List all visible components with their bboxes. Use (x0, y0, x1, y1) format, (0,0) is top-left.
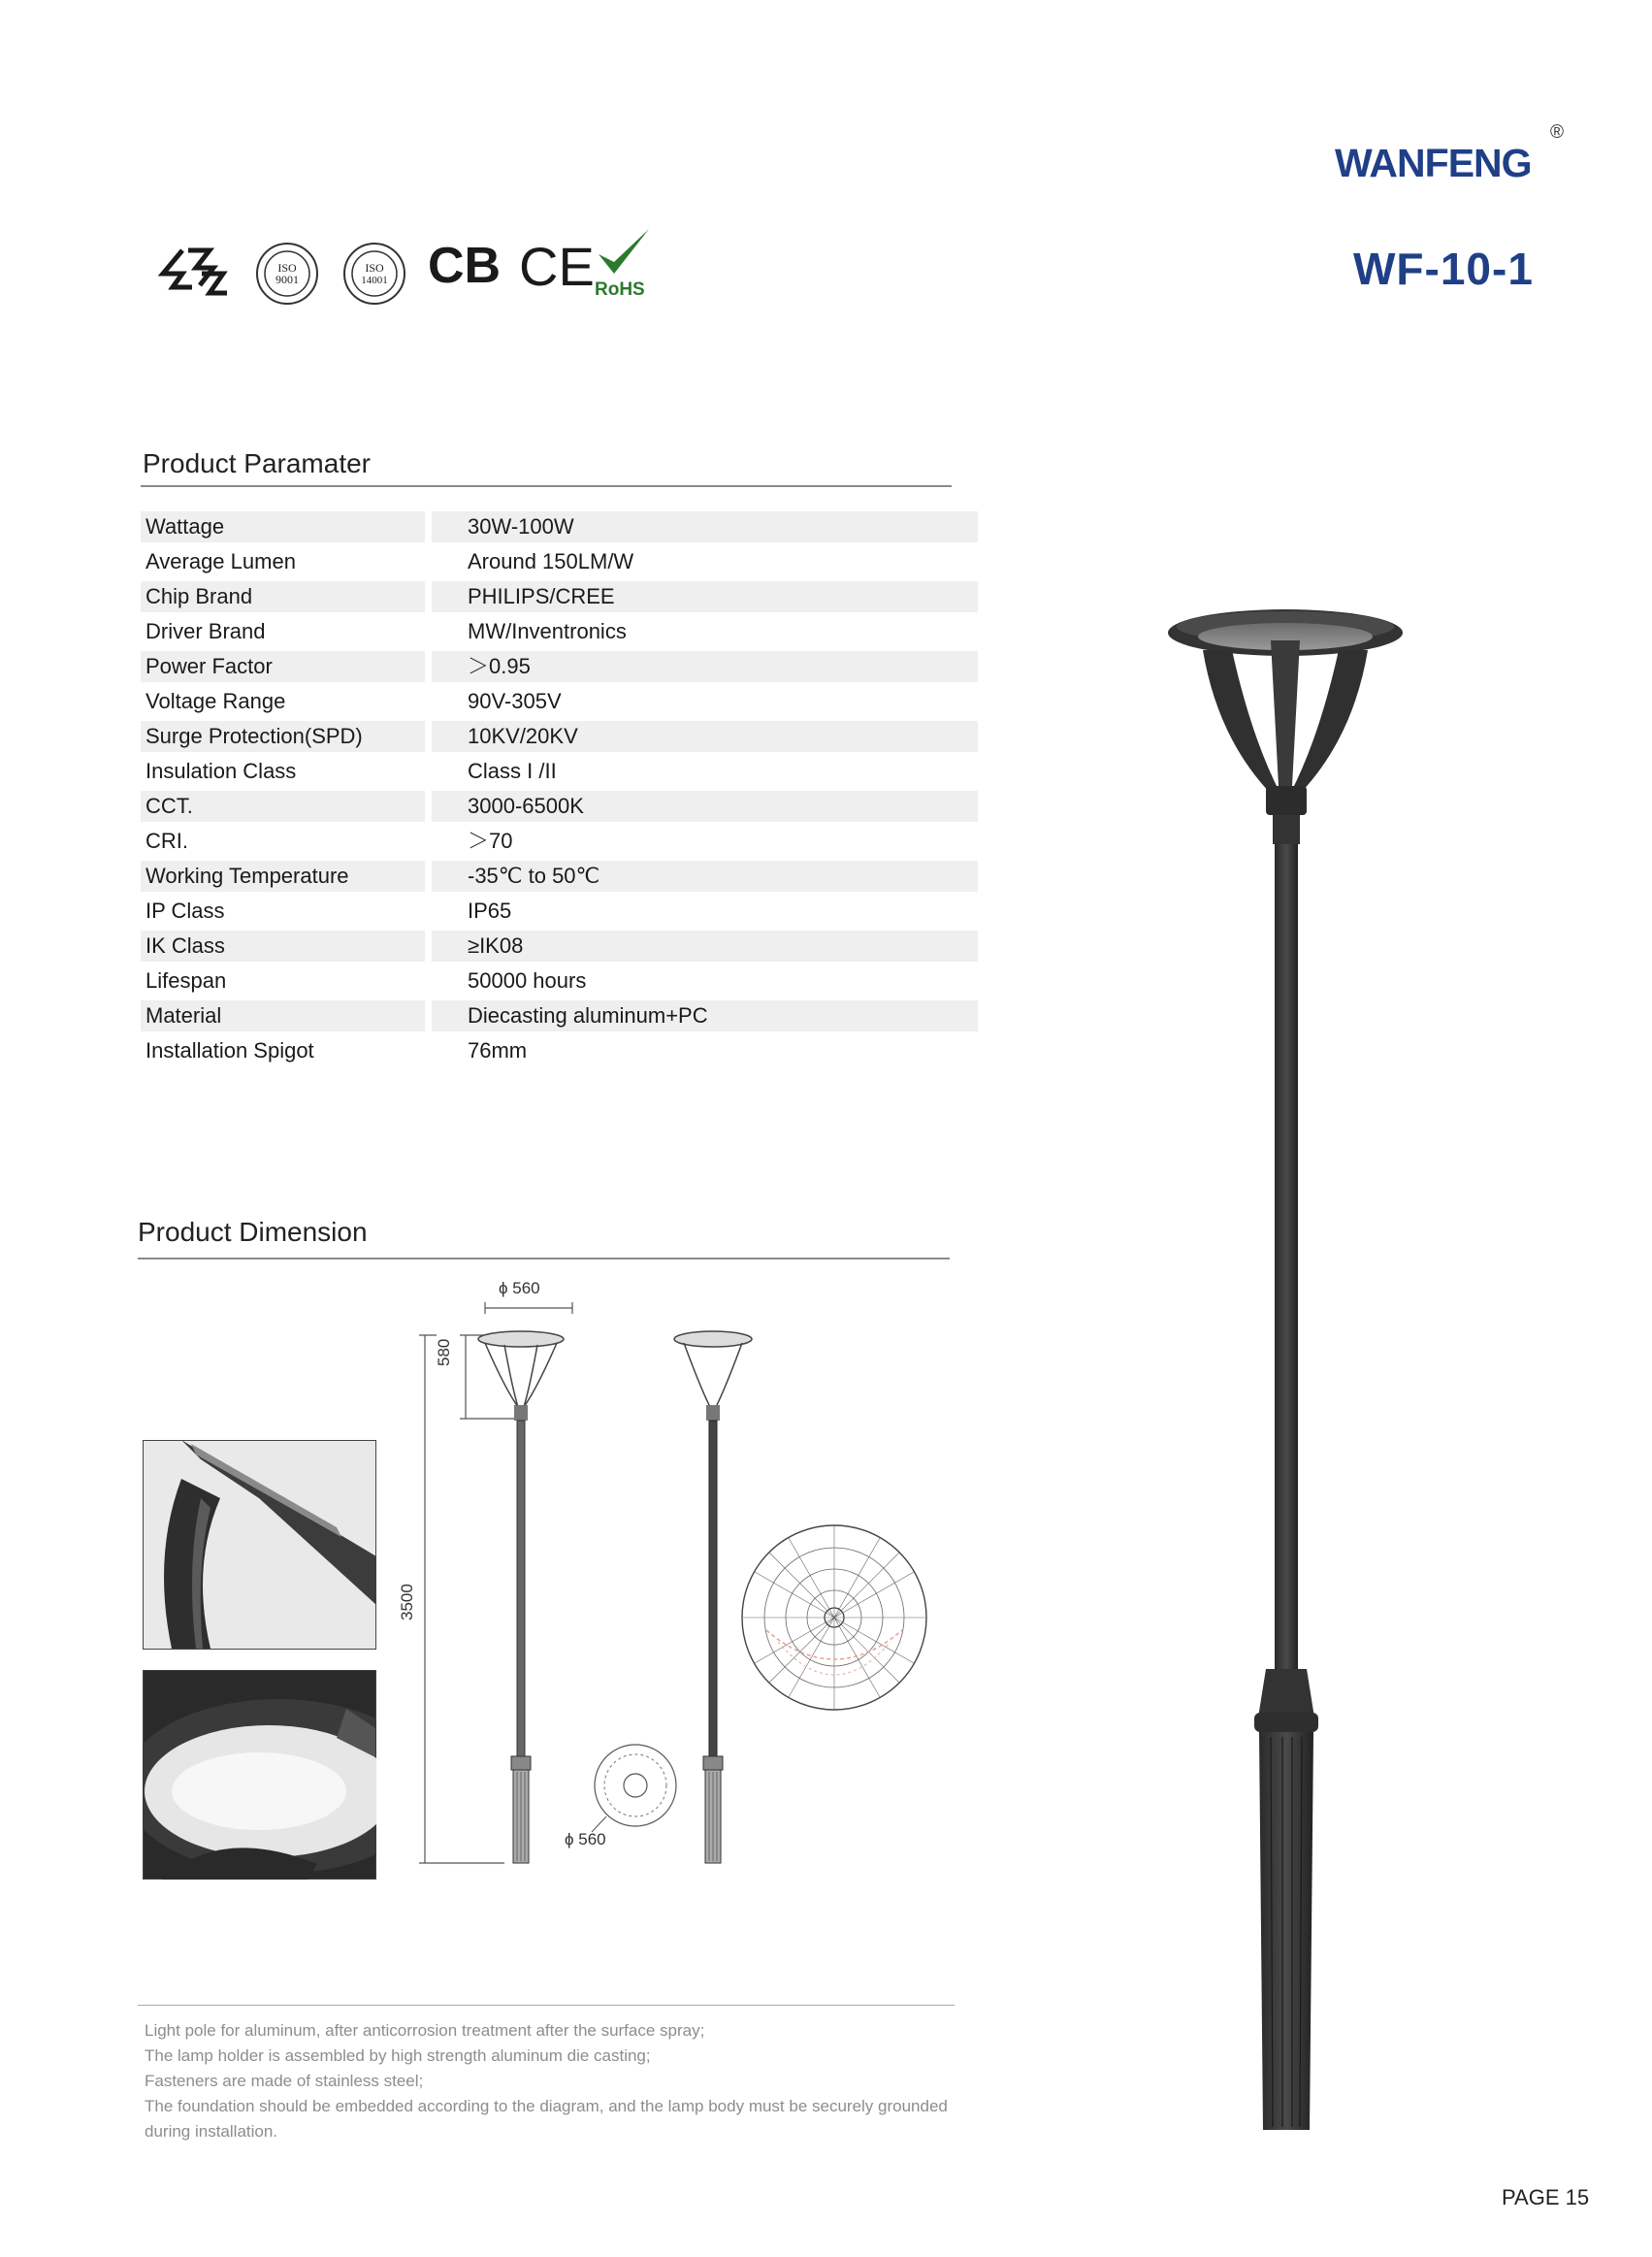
notes-divider (138, 2005, 955, 2006)
table-row: CRI. ＞70 (146, 829, 513, 853)
dimension-divider (138, 1258, 950, 1259)
table-row: Material Diecasting aluminum+PC (141, 998, 952, 1032)
note-line: Fasteners are made of stainless steel; (145, 2072, 424, 2090)
model-number: WF-10-1 (1353, 244, 1534, 294)
certification-row (153, 221, 667, 309)
table-row: Wattage 30W-100W (141, 508, 952, 543)
table-row: Insulation Class Class I /II (146, 759, 557, 783)
table-row: IP Class IP65 (146, 899, 512, 923)
rohs-label: RoHS (595, 279, 645, 300)
note-line: Light pole for aluminum, after anticorrosion treatment after the surface spray; (145, 2021, 705, 2040)
detail-photo-arm (143, 1440, 376, 1650)
table-row: Power Factor ＞0.95 (141, 648, 952, 683)
svg-text:ISO: ISO (365, 261, 384, 275)
table-row: Chip Brand PHILIPS/CREE (141, 578, 952, 613)
table-row: Average Lumen Around 150LM/W (146, 549, 634, 573)
parameter-table (141, 508, 952, 1067)
table-row: Working Temperature -35℃ to 50℃ (141, 858, 952, 893)
table-row: CCT. 3000-6500K (141, 788, 952, 823)
note-line: The foundation should be embedded according to the diagram, and the lamp body must be securely grounded during installation. (145, 2097, 948, 2141)
dimension-drawing (398, 1281, 960, 1882)
iso-9001-seal-icon (254, 241, 320, 307)
head-height-label: 580 (435, 1338, 453, 1366)
note-line: The lamp holder is assembled by high strength aluminum die casting; (145, 2046, 651, 2065)
installation-notes (145, 2018, 959, 2144)
dimension-title: Product Dimension (138, 1217, 368, 1247)
product-render (1145, 543, 1436, 2144)
cb-mark-icon: CB (428, 238, 502, 294)
table-row: Lifespan 50000 hours (146, 968, 587, 993)
registered-mark: ® (1550, 122, 1564, 143)
iso-14001-seal-icon (341, 241, 407, 307)
page-number: PAGE 15 (1502, 2185, 1590, 2209)
table-row: IK Class ≥IK08 (141, 928, 952, 963)
svg-text:9001: 9001 (275, 273, 299, 286)
top-diameter-label: ϕ 560 (499, 1279, 540, 1297)
svg-text:14001: 14001 (361, 275, 388, 286)
base-plan-view (592, 1745, 676, 1832)
svg-text:ISO: ISO (277, 261, 297, 275)
brand-logo (1335, 136, 1563, 190)
eac-icon (153, 245, 231, 303)
side-elevation (674, 1331, 752, 1863)
rohs-check-icon (595, 225, 653, 278)
detail-photo-lens (143, 1670, 376, 1880)
parameters-title: Product Paramater (143, 448, 371, 478)
total-height-label: 3500 (398, 1584, 416, 1620)
brand-name: WANFENG (1335, 141, 1532, 185)
polar-distribution-icon (742, 1525, 926, 1710)
ce-mark-icon: CE (519, 236, 595, 297)
table-row: Installation Spigot 76mm (146, 1038, 528, 1063)
table-row: Voltage Range 90V-305V (146, 689, 562, 713)
table-row: Driver Brand MW/Inventronics (146, 619, 627, 643)
parameters-divider (141, 485, 952, 487)
table-row: Surge Protection(SPD) 10KV/20KV (141, 718, 952, 753)
front-elevation (478, 1331, 564, 1863)
base-diameter-label: ϕ 560 (565, 1830, 606, 1848)
